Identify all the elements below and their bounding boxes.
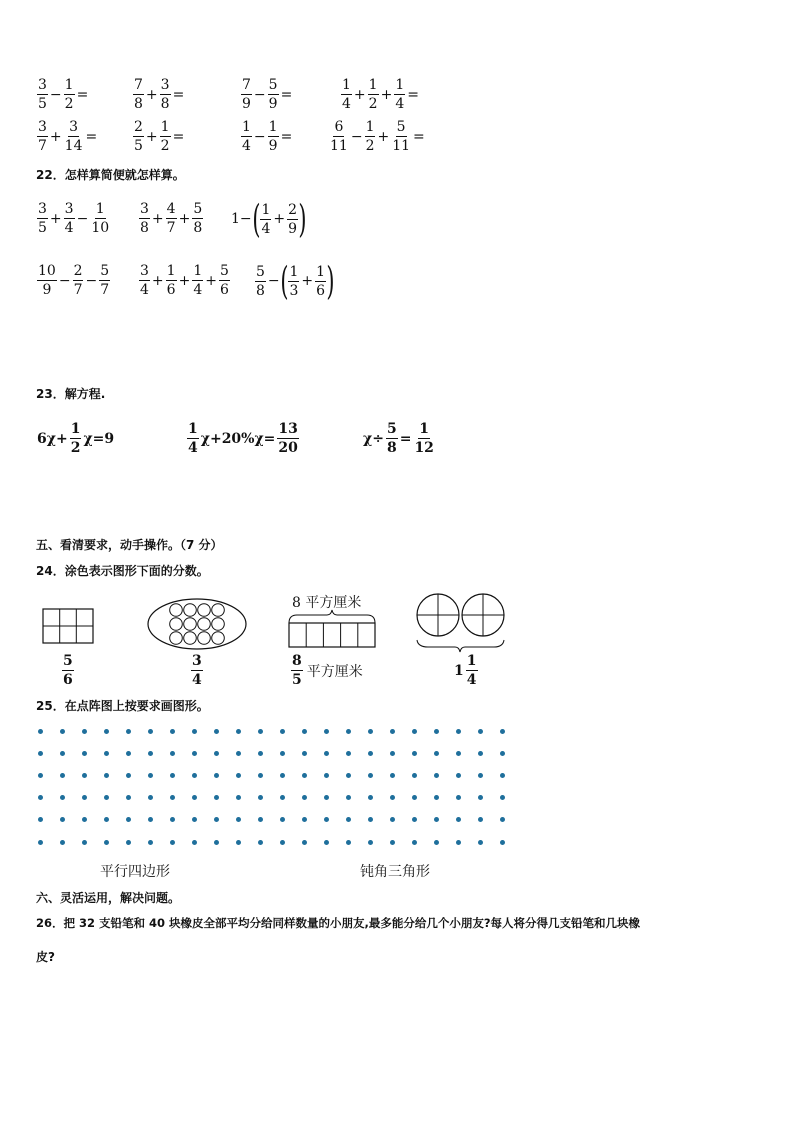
grid-dot[interactable] [280,840,285,845]
fraction: $\frac{5}{11}$ [392,119,411,154]
grid-dot[interactable] [500,729,505,734]
fraction: $\frac{3}{4}$ [64,201,74,236]
grid-dot[interactable] [412,795,417,800]
grid-dot[interactable] [82,840,87,845]
grid-dot[interactable] [82,817,87,822]
operator: + [49,128,62,145]
grid-dot[interactable] [302,840,307,845]
grid-dot[interactable] [258,729,263,734]
fraction: $\frac{1}{2}$ [368,77,378,112]
fraction: $\frac{5}{8}$ [256,263,265,299]
q24-fig2-fraction: $\frac{3}{4}$ [192,653,202,688]
operator: − [85,272,98,289]
fraction: $\frac{1}{10}$ [91,201,110,236]
grid-dot[interactable] [126,773,131,778]
q22-expr-6 [254,259,335,303]
grid-dot[interactable] [412,729,417,734]
grid-dot[interactable] [478,840,483,845]
grid-dot[interactable] [192,751,197,756]
grid-dot[interactable] [192,729,197,734]
grid-dot[interactable] [412,840,417,845]
grid-dot[interactable] [60,729,65,734]
grid-dot[interactable] [302,729,307,734]
grid-dot[interactable] [126,840,131,845]
grid-dot[interactable] [434,773,439,778]
operator: + [145,128,158,145]
grid-dot[interactable] [236,773,241,778]
grid-dot[interactable] [60,795,65,800]
grid-dot[interactable] [148,817,153,822]
grid-dot[interactable] [456,773,461,778]
fraction: $\frac{4}{7}$ [166,201,176,236]
fraction: $\frac{1}{9}$ [268,119,278,154]
grid-dot[interactable] [434,840,439,845]
grid-dot[interactable] [280,729,285,734]
grid-dot[interactable] [368,729,373,734]
fraction: $\frac{1}{4}$ [242,119,251,154]
fraction: $\frac{1}{2}$ [70,421,81,456]
operator: − [253,86,266,103]
fraction: $\frac{1}{2}$ [365,119,375,154]
grid-dot[interactable] [82,795,87,800]
grid-dot[interactable] [280,795,285,800]
fraction: $\frac{13}{20}$ [278,421,298,456]
grid-dot[interactable] [478,795,483,800]
fraction: $\frac{3}{5}$ [38,201,47,236]
operator: = [280,86,293,103]
grid-dot[interactable] [236,840,241,845]
grid-dot[interactable] [170,773,175,778]
grid-dot[interactable] [214,840,219,845]
fraction: $\frac{1}{2}$ [64,77,74,112]
grid-dot[interactable] [346,729,351,734]
grid-dot[interactable] [258,751,263,756]
fraction: $\frac{7}{9}$ [242,77,251,112]
calc-expr-1-3 [240,78,293,111]
grid-dot[interactable] [346,773,351,778]
q23-title: 23．解方程. [36,387,106,401]
grid-dot[interactable] [412,773,417,778]
q25-title: 25．在点阵图上按要求画图形。 [36,699,209,713]
grid-dot[interactable] [192,773,197,778]
grid-dot[interactable] [390,751,395,756]
q23-eq-1 [36,422,115,455]
operator: − [76,210,89,227]
grid-dot[interactable] [346,817,351,822]
operator: + [377,128,390,145]
fraction: $\frac{1}{4}$ [261,201,271,237]
operator: + [151,210,164,227]
grid-dot[interactable] [390,795,395,800]
operator: + [380,86,393,103]
parallelogram-label: 平行四边形 [100,864,170,880]
grid-dot[interactable] [390,773,395,778]
grid-dot[interactable] [390,840,395,845]
operator: = [172,86,185,103]
two-circles-figure[interactable] [417,594,504,652]
fraction: $\frac{3}{5}$ [38,77,47,112]
q22-expr-5 [138,264,231,297]
grid-dot[interactable] [324,817,329,822]
grid-dot[interactable] [148,795,153,800]
grid-dot[interactable] [390,817,395,822]
expression-text: χ=9 [83,430,115,447]
grid-dot[interactable] [60,773,65,778]
operator: + [353,86,366,103]
grid-dot[interactable] [478,817,483,822]
grid-dot[interactable] [500,751,505,756]
q24-fig4-mixed-number: 1 $\frac{1}{4}$ [454,653,477,688]
grid-dot[interactable] [60,751,65,756]
grid-dot[interactable] [236,751,241,756]
grid-dot[interactable] [104,773,109,778]
grid-dot[interactable] [280,751,285,756]
grid-dot[interactable] [258,840,263,845]
grid-dot[interactable] [82,751,87,756]
q22-expr-4 [36,264,111,297]
expression-text: 6χ+ [37,430,68,447]
grid-dot[interactable] [214,795,219,800]
operator: = [280,128,293,145]
operator: + [145,86,158,103]
grid-dot[interactable] [170,817,175,822]
grid-dot[interactable] [346,795,351,800]
grid-dot[interactable] [368,817,373,822]
grid-dot[interactable] [324,729,329,734]
calc-expr-1-1 [36,78,89,111]
fraction: $\frac{1}{6}$ [316,263,326,299]
grid-dot[interactable] [170,795,175,800]
calc-expr-2-2 [132,120,185,153]
q24-title: 24．涂色表示图形下面的分数。 [36,564,209,578]
grid-dot[interactable] [104,751,109,756]
grid-dot[interactable] [368,840,373,845]
grid-dot[interactable] [192,840,197,845]
grid-dot[interactable] [38,840,43,845]
calc-expr-1-2 [132,78,185,111]
rect-grid-figure[interactable] [43,609,93,643]
grid-dot[interactable] [148,773,153,778]
grid-dot[interactable] [302,817,307,822]
fraction: $\frac{1}{4}$ [188,421,198,456]
fraction: $\frac{5}{9}$ [268,77,278,112]
ellipse-circles-figure[interactable] [148,599,246,649]
calc-expr-1-4 [340,78,420,111]
parenthesis: ( [251,197,261,241]
grid-dot[interactable] [38,751,43,756]
fraction: $\frac{1}{2}$ [160,119,170,154]
operator: − [267,273,280,289]
grid-dot[interactable] [368,773,373,778]
grid-dot[interactable] [170,840,175,845]
q23-eq-3 [362,422,436,455]
grid-dot[interactable] [258,795,263,800]
operator: + [273,211,286,227]
grid-dot[interactable] [324,795,329,800]
grid-dot[interactable] [104,729,109,734]
operator: − [253,128,266,145]
grid-dot[interactable] [82,773,87,778]
grid-dot[interactable] [456,840,461,845]
grid-dot[interactable] [236,795,241,800]
fraction: $\frac{5}{8}$ [193,201,203,236]
q26-line-2: 皮? [36,950,55,964]
grid-dot[interactable] [500,817,505,822]
fraction: $\frac{5}{7}$ [100,263,110,298]
grid-dot[interactable] [500,795,505,800]
fraction: $\frac{2}{5}$ [134,119,143,154]
grid-dot[interactable] [126,729,131,734]
grid-dot[interactable] [170,729,175,734]
grid-dot[interactable] [104,840,109,845]
grid-dot[interactable] [104,817,109,822]
grid-dot[interactable] [500,773,505,778]
grid-dot[interactable] [500,840,505,845]
q24-area-label: 8 平方厘米 [292,595,362,611]
q23-eq-2 [186,422,300,455]
grid-dot[interactable] [214,773,219,778]
operator: + [49,210,62,227]
q26-line-1: 26．把 32 支铅笔和 40 块橡皮全部平均分给同样数量的小朋友,最多能分给几个小朋友?每人将分得几支铅笔和几块橡 [36,916,641,930]
grid-dot[interactable] [60,840,65,845]
q22-title: 22．怎样算简便就怎样算。 [36,168,185,182]
grid-dot[interactable] [302,751,307,756]
fraction: $\frac{1}{3}$ [289,263,299,299]
expression-text: = [399,430,412,447]
grid-dot[interactable] [148,751,153,756]
grid-dot[interactable] [38,795,43,800]
operator: + [151,272,164,289]
grid-dot[interactable] [214,817,219,822]
q24-fig1-fraction: $\frac{5}{6}$ [63,653,73,688]
grid-dot[interactable] [104,795,109,800]
grid-dot[interactable] [148,840,153,845]
grid-dot[interactable] [346,840,351,845]
grid-dot[interactable] [302,795,307,800]
q24-fig3-unit: 平方厘米 [306,663,363,680]
expression-text: χ+20%χ= [200,430,276,447]
grid-dot[interactable] [456,751,461,756]
grid-dot[interactable] [368,751,373,756]
fraction: $\frac{2}{9}$ [288,201,298,237]
grid-dot[interactable] [456,817,461,822]
operator: + [178,272,191,289]
q22-expr-3 [230,197,307,241]
grid-dot[interactable] [368,795,373,800]
grid-dot[interactable] [82,729,87,734]
fraction: $\frac{7}{8}$ [134,77,143,112]
operator: − [49,86,62,103]
operator: + [178,210,191,227]
fraction: $\frac{5}{6}$ [219,263,229,298]
grid-dot[interactable] [214,729,219,734]
bar-figure[interactable] [289,610,375,647]
grid-dot[interactable] [390,729,395,734]
grid-dot[interactable] [302,773,307,778]
grid-dot[interactable] [170,751,175,756]
operator: = [76,86,89,103]
grid-dot[interactable] [434,795,439,800]
operator: = [413,128,425,145]
grid-dot[interactable] [148,729,153,734]
fraction: $\frac{1}{4}$ [395,77,405,112]
expression-text: χ÷ [363,430,384,447]
fraction: $\frac{1}{4}$ [193,263,203,298]
section-5-heading: 五、看清要求，动手操作。（7 分） [36,538,223,552]
grid-dot[interactable] [412,817,417,822]
grid-dot[interactable] [324,751,329,756]
operator: = [407,86,419,103]
grid-dot[interactable] [346,751,351,756]
fraction: $\frac{6}{11}$ [330,119,348,154]
fraction: $\frac{3}{4}$ [140,263,149,298]
grid-dot[interactable] [126,817,131,822]
grid-dot[interactable] [258,773,263,778]
grid-dot[interactable] [258,817,263,822]
parenthesis: ( [279,259,289,303]
grid-dot[interactable] [236,817,241,822]
parenthesis: ) [326,259,335,303]
fraction: $\frac{10}{9}$ [38,263,56,298]
obtuse-triangle-label: 钝角三角形 [360,864,430,880]
grid-dot[interactable] [478,751,483,756]
grid-dot[interactable] [456,795,461,800]
fraction: $\frac{3}{14}$ [64,119,83,154]
q22-expr-1 [36,202,111,235]
q24-fig3-fraction: $\frac{8}{5}$ 平方厘米 [292,653,363,688]
grid-dot[interactable] [192,817,197,822]
fraction: $\frac{1}{12}$ [414,421,434,456]
grid-dot[interactable] [126,751,131,756]
grid-dot[interactable] [478,773,483,778]
grid-dot[interactable] [456,729,461,734]
q22-expr-2 [138,202,204,235]
grid-dot[interactable] [324,773,329,778]
grid-dot[interactable] [478,729,483,734]
section-6-heading: 六、灵活运用，解决问题。 [36,891,181,905]
grid-dot[interactable] [434,751,439,756]
grid-dot[interactable] [280,817,285,822]
calc-expr-2-3 [240,120,293,153]
grid-dot[interactable] [192,795,197,800]
grid-dot[interactable] [434,729,439,734]
grid-dot[interactable] [126,795,131,800]
operator: + [205,272,217,289]
calc-expr-2-1 [36,120,98,153]
operator: = [85,128,98,145]
expression-text: 1− [231,211,252,227]
fraction: $\frac{5}{8}$ [386,421,397,456]
grid-dot[interactable] [38,817,43,822]
calc-expr-2-4 [328,120,426,153]
fraction: $\frac{3}{7}$ [38,119,47,154]
grid-dot[interactable] [38,729,43,734]
grid-dot[interactable] [280,773,285,778]
grid-dot[interactable] [434,817,439,822]
fraction: $\frac{2}{7}$ [73,263,83,298]
grid-dot[interactable] [324,840,329,845]
grid-dot[interactable] [412,751,417,756]
fraction: $\frac{1}{4}$ [342,77,351,112]
fraction: $\frac{3}{8}$ [160,77,170,112]
grid-dot[interactable] [214,751,219,756]
operator: − [350,128,363,145]
operator: − [58,272,71,289]
fraction: $\frac{3}{8}$ [140,201,149,236]
grid-dot[interactable] [60,817,65,822]
operator: + [301,273,314,289]
grid-dot[interactable] [236,729,241,734]
operator: = [172,128,185,145]
grid-dot[interactable] [38,773,43,778]
parenthesis: ) [298,197,307,241]
fraction: $\frac{1}{6}$ [166,263,176,298]
